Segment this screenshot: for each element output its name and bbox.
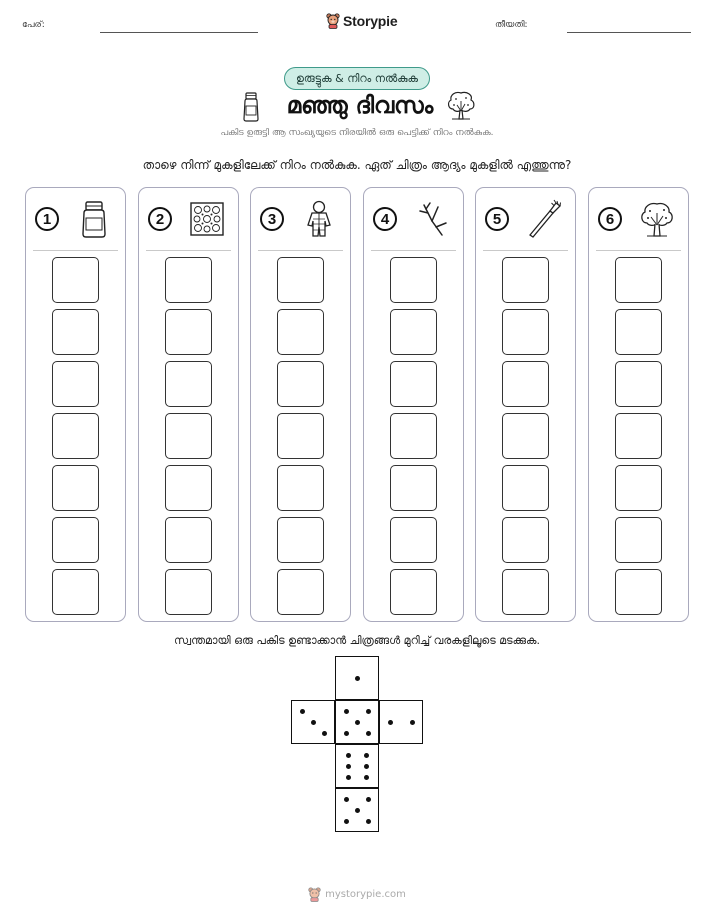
column-1: [25, 187, 126, 622]
die-face-1[interactable]: [335, 656, 379, 700]
die-face-5b[interactable]: [335, 788, 379, 832]
color-box[interactable]: [277, 465, 324, 511]
color-box[interactable]: [52, 413, 99, 459]
color-box[interactable]: [52, 517, 99, 563]
die-pip: [344, 709, 349, 714]
die-pip: [355, 720, 360, 725]
color-box[interactable]: [390, 569, 437, 615]
die-pip: [366, 709, 371, 714]
bottle-title-icon: [240, 92, 262, 122]
die-pip: [364, 753, 369, 758]
snowflake-pattern-icon: [187, 199, 227, 239]
bear-mascot-icon: [326, 13, 340, 29]
tree-icon: [637, 199, 677, 239]
color-box[interactable]: [52, 465, 99, 511]
column-4: [363, 187, 464, 622]
die-pip: [364, 764, 369, 769]
color-box[interactable]: [615, 257, 662, 303]
color-box[interactable]: [615, 517, 662, 563]
color-box[interactable]: [165, 517, 212, 563]
color-box[interactable]: [52, 257, 99, 303]
column-2: [138, 187, 239, 622]
color-box[interactable]: [390, 361, 437, 407]
date-label: തീയതി:: [495, 20, 528, 30]
tree-title-icon: [446, 89, 476, 121]
color-box[interactable]: [390, 465, 437, 511]
die-pip: [364, 775, 369, 780]
column-divider: [33, 250, 118, 251]
color-box[interactable]: [615, 465, 662, 511]
column-divider: [258, 250, 343, 251]
die-pip: [344, 797, 349, 802]
column-divider: [146, 250, 231, 251]
die-pip: [346, 764, 351, 769]
color-box[interactable]: [165, 569, 212, 615]
activity-badge: ഉരുട്ടുക & നിറം നൽകുക: [284, 67, 430, 90]
die-pip: [410, 720, 415, 725]
color-box[interactable]: [277, 569, 324, 615]
color-box[interactable]: [502, 465, 549, 511]
column-divider: [371, 250, 456, 251]
color-box[interactable]: [52, 361, 99, 407]
die-pip: [388, 720, 393, 725]
color-box[interactable]: [165, 361, 212, 407]
color-box[interactable]: [615, 361, 662, 407]
die-face-2[interactable]: [379, 700, 423, 744]
color-box[interactable]: [390, 413, 437, 459]
color-box[interactable]: [390, 309, 437, 355]
die-pip: [344, 731, 349, 736]
color-box[interactable]: [615, 309, 662, 355]
die-pip: [355, 808, 360, 813]
color-box[interactable]: [165, 465, 212, 511]
color-box[interactable]: [165, 413, 212, 459]
die-pip: [300, 709, 305, 714]
color-box[interactable]: [502, 361, 549, 407]
color-box[interactable]: [390, 517, 437, 563]
color-box[interactable]: [165, 257, 212, 303]
die-pip: [346, 775, 351, 780]
footer: [0, 887, 714, 902]
twig-icon: [412, 199, 452, 239]
column-number: 6: [598, 207, 622, 231]
snowsuit-icon: [299, 199, 339, 239]
bottle-icon: [74, 199, 114, 239]
name-line[interactable]: [100, 32, 258, 33]
die-face-6[interactable]: [335, 744, 379, 788]
color-box[interactable]: [502, 309, 549, 355]
die-pip: [344, 819, 349, 824]
die-face-3[interactable]: [291, 700, 335, 744]
color-box[interactable]: [165, 309, 212, 355]
die-pip: [366, 731, 371, 736]
footer-url[interactable]: mystorypie.com: [325, 889, 406, 900]
dice-instruction: സ്വന്തമായി ഒരു പകിട ഉണ്ടാക്കാൻ ചിത്രങ്ങൾ മുറിച്ച് വരകളിലൂടെ മടക്കുക.: [174, 634, 540, 647]
die-pip: [322, 731, 327, 736]
color-box[interactable]: [615, 413, 662, 459]
column-divider: [483, 250, 568, 251]
bear-mascot-icon: [308, 887, 321, 902]
die-face-5[interactable]: [335, 700, 379, 744]
subtitle: പകിട ഉരുട്ടി ആ സംഖ്യയുടെ നിരയിൽ ഒരു പെട്ടിക്ക് നിറം നൽകുക.: [220, 128, 494, 138]
instruction: താഴെ നിന്ന് മുകളിലേക്ക് നിറം നൽകുക. ഏത് ചിത്രം ആദ്യം മുകളിൽ എത്തുന്നു?: [142, 158, 572, 172]
color-box[interactable]: [277, 361, 324, 407]
page-title: മഞ്ഞു ദിവസം: [286, 93, 434, 119]
color-box[interactable]: [277, 309, 324, 355]
color-box[interactable]: [502, 257, 549, 303]
die-pip: [366, 797, 371, 802]
color-box[interactable]: [277, 257, 324, 303]
name-label: പേര്:: [22, 20, 45, 30]
date-line[interactable]: [567, 32, 691, 33]
color-box[interactable]: [277, 413, 324, 459]
brand-name: Storypie: [343, 13, 398, 29]
column-3: [250, 187, 351, 622]
color-box[interactable]: [502, 413, 549, 459]
brand-logo: [326, 13, 397, 29]
color-box[interactable]: [502, 517, 549, 563]
column-number: 5: [485, 207, 509, 231]
column-divider: [596, 250, 681, 251]
column-number: 3: [260, 207, 284, 231]
color-box[interactable]: [52, 309, 99, 355]
toothbrush-icon: [524, 199, 564, 239]
column-number: 1: [35, 207, 59, 231]
column-5: [475, 187, 576, 622]
column-number: 4: [373, 207, 397, 231]
color-box[interactable]: [277, 517, 324, 563]
die-pip: [355, 676, 360, 681]
die-pip: [346, 753, 351, 758]
die-pip: [366, 819, 371, 824]
column-6: [588, 187, 689, 622]
color-box[interactable]: [390, 257, 437, 303]
column-number: 2: [148, 207, 172, 231]
color-box[interactable]: [502, 569, 549, 615]
die-pip: [311, 720, 316, 725]
color-box[interactable]: [615, 569, 662, 615]
color-box[interactable]: [52, 569, 99, 615]
